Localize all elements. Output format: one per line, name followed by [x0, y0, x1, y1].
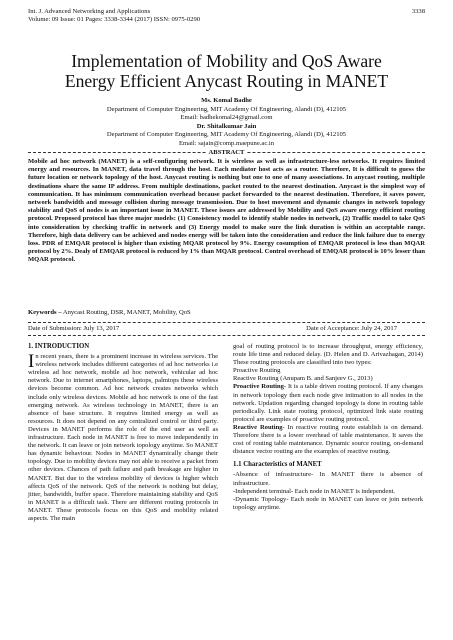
divider: [28, 322, 425, 323]
abstract-heading: ABSTRACT: [208, 149, 245, 156]
title-line-1: Implementation of Mobility and QoS Aware: [71, 51, 382, 71]
journal-volume: Volume: 09 Issue: 01 Pages: 3338-3344 (2017) ISSN: 0975-0290: [28, 16, 201, 23]
proactive-text: - It is a table driven routing protocol. If any changes in network topology then each node give intimation to all nodes in the network. Updation regarding changed topology is done in routing table periodically. Link state routing protocol, optimized link state routing protocol are examples of proactive routing protocol.: [233, 383, 423, 423]
running-header: [28, 8, 425, 24]
drop-cap: I: [28, 351, 35, 373]
dates-line: [28, 325, 425, 333]
reactive-text: - In reactive routing route establish is on demand. Therefore there is a lower overhead of table maintenance. It saves the cost of routing table maintenance. Dynamic source routing, on-demand distance vector routing are the examples of reactive routing.: [233, 423, 423, 456]
subsection-heading: 1.1 Characteristics of MANET: [233, 461, 322, 469]
author-email: Email: badhekomal24@gmail.com: [180, 114, 273, 121]
author-block: [22, 97, 431, 148]
left-column: [28, 343, 218, 523]
acceptance-date: Date of Acceptance: July 24, 2017: [306, 325, 397, 332]
journal-name: Int. J. Advanced Networking and Applications: [28, 8, 151, 15]
author-affiliation: Department of Computer Engineering, MIT Academy Of Engineering, Alandi (D), 412105: [106, 105, 347, 113]
reactive-paragraph: [233, 424, 423, 456]
reactive-label: Reactive Routing: [233, 423, 283, 431]
routing-type: Proactive Routing: [233, 367, 281, 375]
paper-title: [20, 51, 433, 91]
routing-type: Reactive Routing (Anupam B. and Sanjeev G., 2013): [233, 375, 373, 383]
page-number: 3338: [411, 8, 425, 15]
characteristic-item: -Independent terminal- Each node in MANET is independent.: [233, 487, 396, 495]
proactive-paragraph: [233, 383, 423, 423]
intro-text: n recent years, there is a prominent increase in wireless services. The wireless network includes different categories of ad hoc networks i.e wireless ad hoc network, mobile ad hoc network, vehicular ad hoc network. Due to internet smartphones, laptops, palmtops these wireless devices become common. Ad hoc network creates networks which include only wireless devices. Mobile ad hoc network is one of the fast emerging network. As wireless technology in MANET, there is an absence of base structure. It requires limited energy as well as resources. It does not depend on any centralized control or third party. Devices in MANET performs the role of the end user as well as infrastructure. Each node in MANET is free to move independently in the network. It can leave or join network topology anytime. So MANET has dynamic behaviour. Nodes in MANET dynamically change their topology. Due to mobility devices may not able to receive a packet from other devices. Chances of path failure and path breakage are higher in MANET. But due to the wireless mobility of devices is higher which affects QoS of the network. QoS of the network is nothing but delay, jitter, bandwidth, buffer space. Therefore maintaining stability and QoS in MANET is a difficult task. There are different routing protocols in MANET. These protocols focus on this QoS and mobility related aspects. The main: [28, 353, 218, 522]
proactive-label: Proactive Routing: [233, 383, 284, 391]
keywords-line: [28, 309, 425, 317]
section-heading: 1. INTRODUCTION: [28, 343, 90, 350]
submission-date: Date of Submission: July 13, 2017: [28, 325, 120, 332]
intro-continuation: goal of routing protocol is to increase throughput, energy efficiency, route life time and reduced delay. (D. Helen and D. Arivazhagan, 2014) These routing protocols are classified into two types:: [233, 343, 423, 367]
abstract-text: Mobile ad hoc network (MANET) is a self-configuring network. It is wireless as well as infrastructure-less networks. It requires limited energy and resources. In MANET, data travel through the host. Each mediator host acts as a router. Therefore, It is difficult to guess the future location or network topology of the host. Anycast routing is nothing but one to one of many associations. In anycast routing, multiple destinations share the same IP address. From multiple destinations, packet routed to the nearest destination. Anycast is the simplest way of communication. It has minimum communication overhead because packet forwarded to the nearest destination. Therefore, it saves power, network bandwidth and message collision during message transmission. Due to host movement and dynamic changes in network topology stability and QoS of nodes is an important issue in MANET. These issues are addressed by Mobility and QoS aware energy efficient routing protocol. Proposed protocol has three major models: (1) Consistency model to identify stable nodes in network, (2) Traffic model to take QoS into consideration by checking traffic in network and (3) Energy model to make sure the link duration is within an acceptable range. Therefore, high data delivery can be achieved and nodes energy will be taken into the consideration and reduce the link failure due to energy loss. PDR of EMQAR protocol is higher than existing MQAR protocol by 9%. Energy cosumption of EMQAR protocol is less than MQAR protocol by 2%. Dealy of EMQAR protocol is reduced by 1% than MQAR protocol. Control overhead of EMQAR protocol is 10% lesser than MQAR protocol.: [28, 158, 425, 264]
author-affiliation: Department of Computer Engineering, MIT Academy Of Engineering, Alandi (D), 412105: [106, 131, 347, 138]
keywords-label: Keywords –: [28, 309, 62, 316]
characteristic-item: -Dynamic Topology- Each node in MANET can leave or join network topology anytime.: [233, 495, 423, 511]
keywords-text: Anycast Routing, DSR, MANET, Mobility, QoS: [61, 309, 191, 316]
divider: [28, 335, 425, 336]
intro-paragraph: [28, 353, 218, 523]
title-line-2: Energy Efficient Anycast Routing in MANET: [64, 71, 389, 91]
author-email: Email: sajain@comp.maepune.ac.in: [178, 139, 275, 147]
author-name: Ms. Komal Badhe: [201, 97, 252, 104]
right-column: [233, 343, 423, 512]
characteristic-item: -Absence of infrastructure- In MANET there is absence of infrastructure.: [233, 471, 423, 487]
author-name: Dr. Shitalkumar Jain: [196, 122, 257, 130]
